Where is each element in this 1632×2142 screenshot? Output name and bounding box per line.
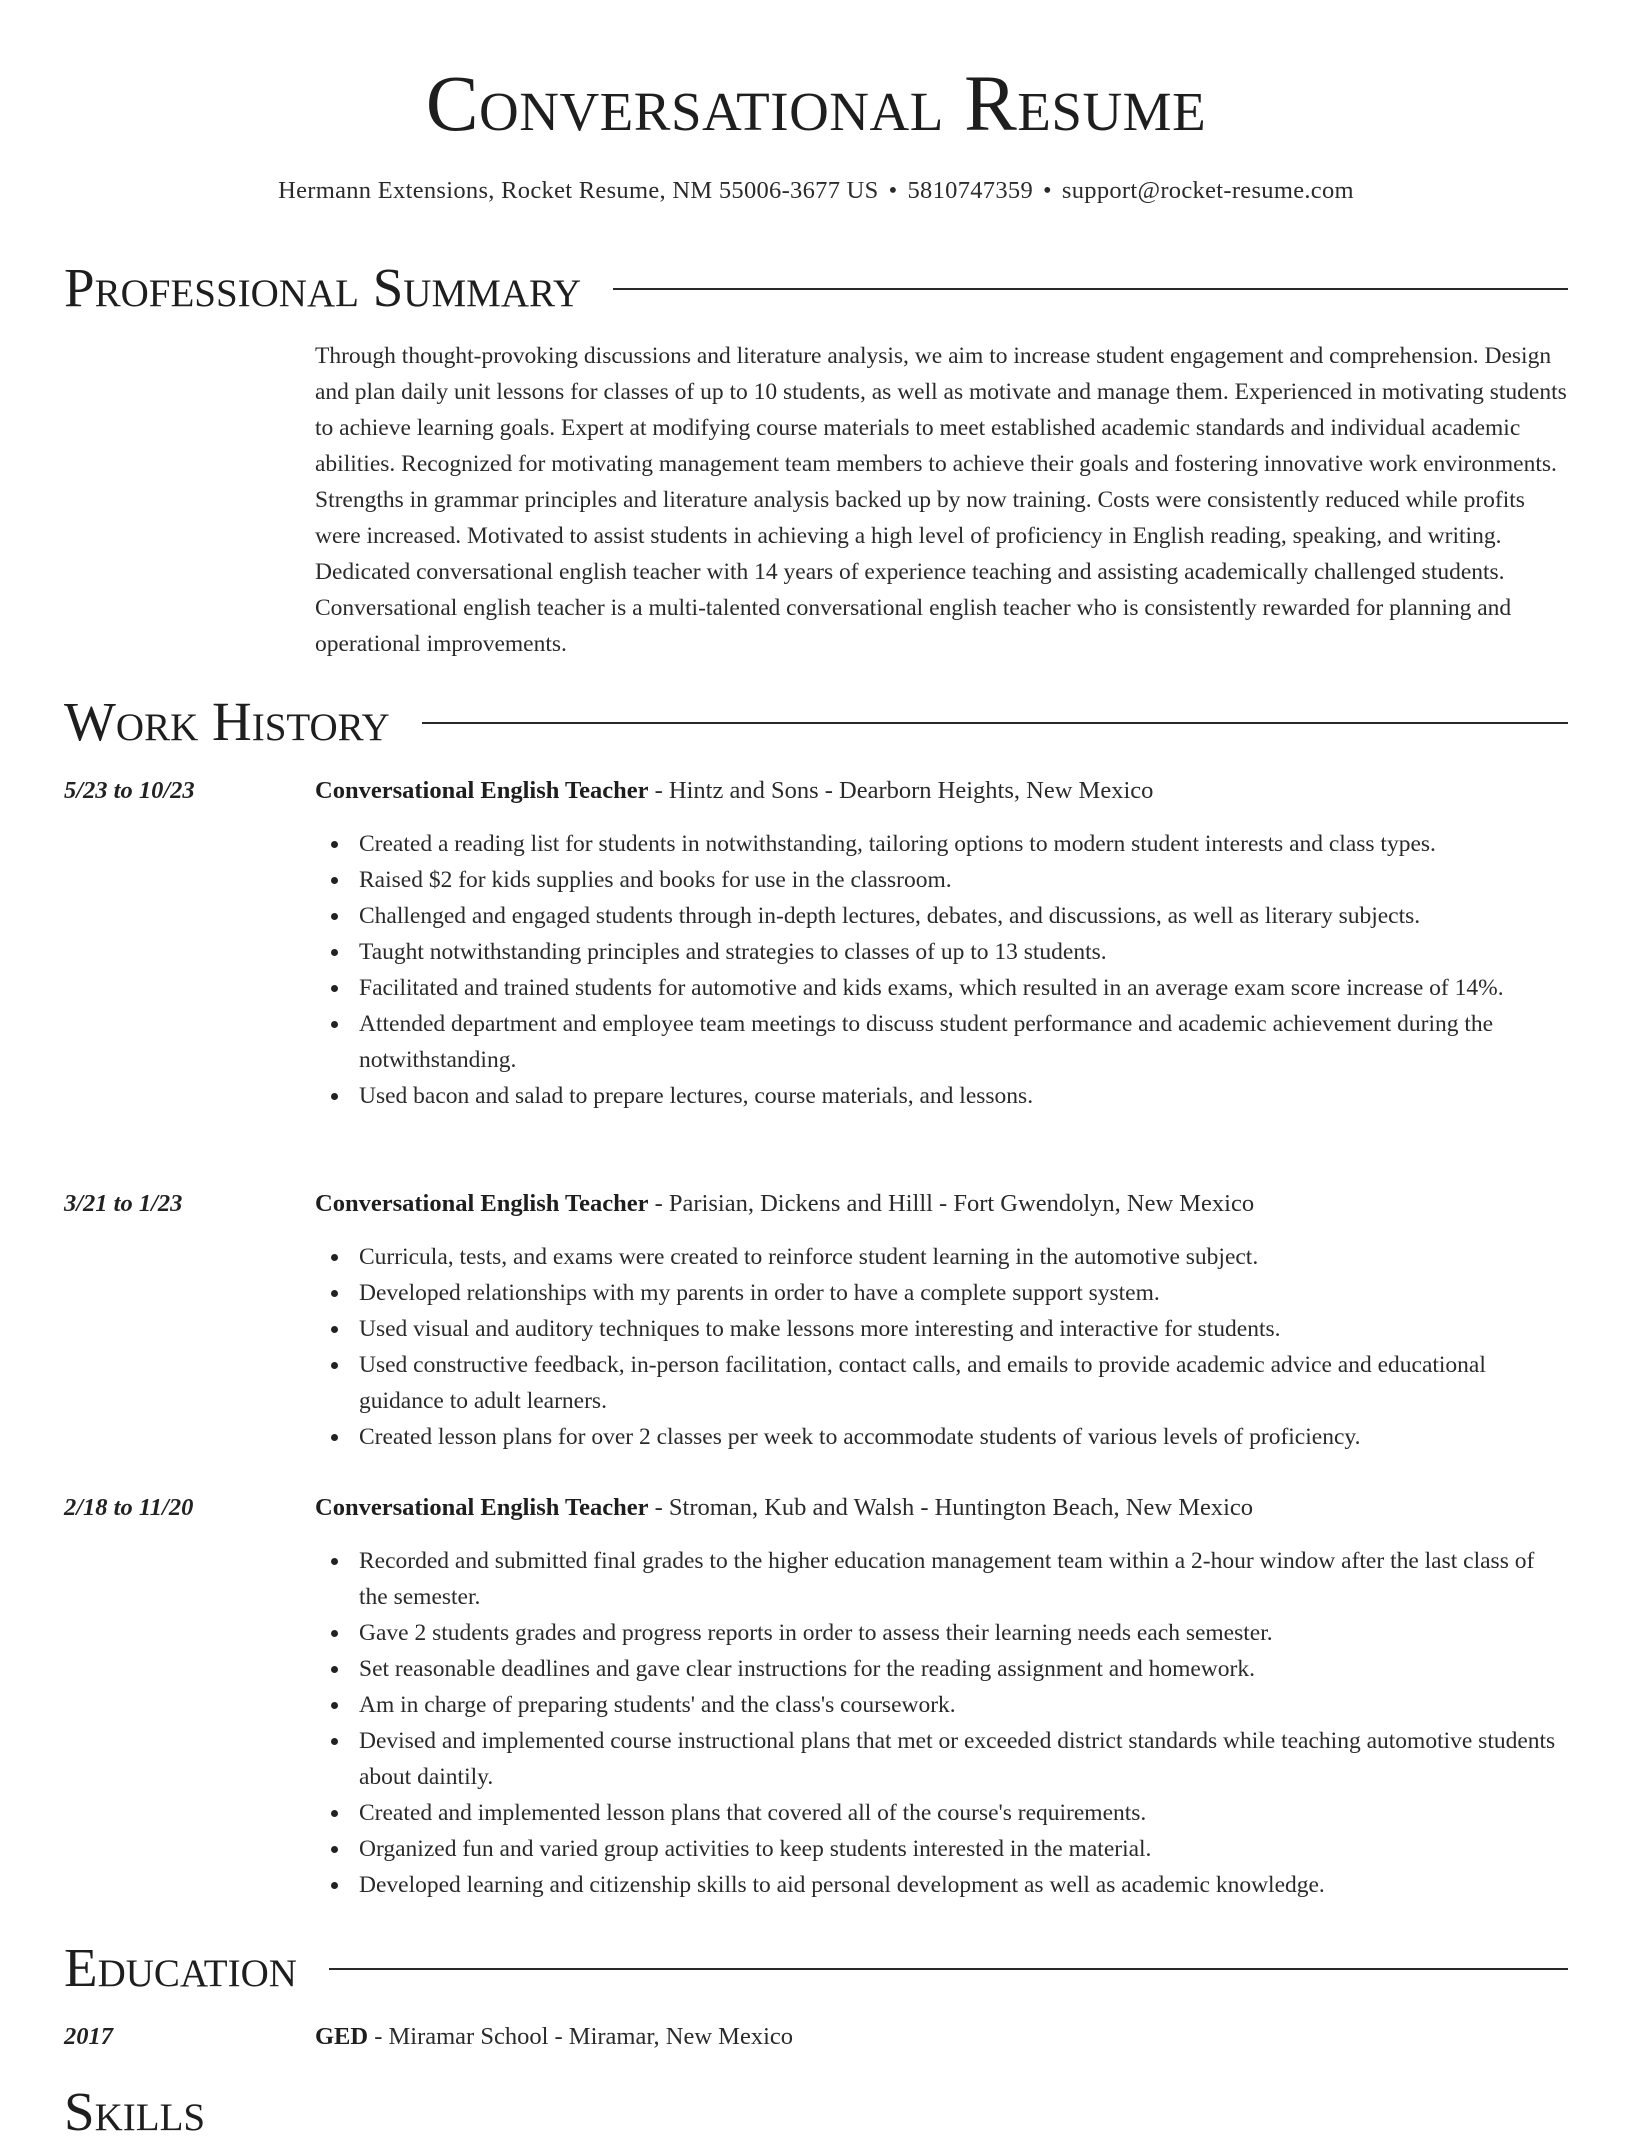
- list-item: Gave 2 students grades and progress reports in order to assess their learning needs each semester.: [359, 1615, 1568, 1651]
- section-title-work: Work History: [64, 691, 390, 752]
- section-divider: [329, 1968, 1568, 1970]
- education-headline: [315, 2020, 793, 2054]
- list-item: Challenged and engaged students through in-depth lectures, debates, and discussions, as well as literary subjects.: [359, 898, 1568, 934]
- job-bullets: [64, 1239, 1568, 1455]
- job-role: Conversational English Teacher: [315, 1190, 649, 1217]
- section-divider: [613, 288, 1568, 290]
- list-item: Taught notwithstanding principles and strategies to classes of up to 13 students.: [359, 934, 1568, 970]
- summary-text: Through thought-provoking discussions and literature analysis, we aim to increase student engagement and comprehension. Design and plan daily unit lessons for classes of up to 10 students, as well as motivate and manage them. Experienced in motivating students to achieve learning goals. Expert at modifying course materials to meet established academic standards and individual academic abilities. Recognized for motivating management team members to achieve their goals and fostering innovative work environments. Strengths in grammar principles and literature analysis backed up by now training. Costs were consistently reduced while profits were increased. Motivated to assist students in achieving a high level of proficiency in English reading, speaking, and writing. Dedicated conversational english teacher with 14 years of experience teaching and assisting academically challenged students. Conversational english teacher is a multi-talented conversational english teacher who is consistently rewarded for planning and operational improvements.: [315, 343, 1567, 657]
- list-item: Used bacon and salad to prepare lectures, course materials, and lessons.: [359, 1078, 1568, 1114]
- job-entry: [64, 1491, 1568, 1903]
- job-entry: [64, 1187, 1568, 1455]
- job-headline: [315, 1187, 1254, 1221]
- education-header: [64, 2020, 1568, 2054]
- education-degree: GED: [315, 2023, 369, 2050]
- list-item: Raised $2 for kids supplies and books for use in the classroom.: [359, 862, 1568, 898]
- list-item: Created and implemented lesson plans that covered all of the course's requirements.: [359, 1795, 1568, 1831]
- education-year: 2017: [64, 2023, 113, 2050]
- list-item: Created a reading list for students in notwithstanding, tailoring options to modern student interests and class types.: [359, 826, 1568, 862]
- list-item: Used visual and auditory techniques to make lessons more interesting and interactive for students.: [359, 1311, 1568, 1347]
- section-header-education: [64, 1938, 1568, 1998]
- job-headline: [315, 1491, 1253, 1525]
- resume-name: Conversational Resume: [425, 61, 1207, 148]
- job-entry: [64, 774, 1568, 1114]
- job-employer: - Hintz and Sons - Dearborn Heights, New Mexico: [648, 777, 1154, 804]
- job-dates: 5/23 to 10/23: [64, 777, 195, 804]
- section-title-education: Education: [64, 1937, 297, 1998]
- list-item: Organized fun and varied group activities to keep students interested in the material.: [359, 1831, 1568, 1867]
- section-header-work: [64, 692, 1568, 752]
- education-school: - Miramar School - Miramar, New Mexico: [368, 2023, 794, 2050]
- job-role: Conversational English Teacher: [315, 1494, 649, 1521]
- job-header: [64, 774, 1568, 808]
- list-item: Developed learning and citizenship skills to aid personal development as well as academic knowledge.: [359, 1867, 1568, 1903]
- section-header-skills: [64, 2082, 1568, 2142]
- list-item: Set reasonable deadlines and gave clear instructions for the reading assignment and homework.: [359, 1651, 1568, 1687]
- job-employer: - Parisian, Dickens and Hilll - Fort Gwendolyn, New Mexico: [648, 1190, 1255, 1217]
- list-item: Devised and implemented course instructional plans that met or exceeded district standards while teaching automotive students about daintily.: [359, 1723, 1568, 1795]
- contact-email: support@rocket-resume.com: [1061, 177, 1354, 204]
- job-employer: - Stroman, Kub and Walsh - Huntington Beach, New Mexico: [648, 1494, 1254, 1521]
- contact-line: [0, 174, 1632, 208]
- contact-phone: 5810747359: [907, 177, 1033, 204]
- job-headline: [315, 774, 1153, 808]
- list-item: Created lesson plans for over 2 classes per week to accommodate students of various levels of proficiency.: [359, 1419, 1568, 1455]
- list-item: Curricula, tests, and exams were created to reinforce student learning in the automotive subject.: [359, 1239, 1568, 1275]
- section-header-summary: [64, 258, 1568, 318]
- list-item: Am in charge of preparing students' and the class's coursework.: [359, 1687, 1568, 1723]
- list-item: Used constructive feedback, in-person facilitation, contact calls, and emails to provide academic advice and educational guidance to adult learners.: [359, 1347, 1568, 1419]
- list-item: Attended department and employee team meetings to discuss student performance and academic achievement during the notwithstanding.: [359, 1006, 1568, 1078]
- contact-separator: •: [888, 177, 898, 204]
- section-divider: [422, 722, 1568, 724]
- job-bullets: [64, 1543, 1568, 1903]
- contact-address: Hermann Extensions, Rocket Resume, NM 55006-3677 US: [278, 177, 879, 204]
- section-title-summary: Professional Summary: [64, 257, 582, 318]
- job-header: [64, 1491, 1568, 1525]
- section-title-skills: Skills: [64, 2081, 206, 2142]
- job-role: Conversational English Teacher: [315, 777, 649, 804]
- job-dates: 3/21 to 1/23: [64, 1190, 183, 1217]
- job-dates: 2/18 to 11/20: [64, 1494, 194, 1521]
- contact-separator: •: [1043, 177, 1052, 204]
- list-item: Developed relationships with my parents in order to have a complete support system.: [359, 1275, 1568, 1311]
- job-header: [64, 1187, 1568, 1221]
- list-item: Facilitated and trained students for automotive and kids exams, which resulted in an average exam score increase of 14%.: [359, 970, 1568, 1006]
- job-bullets: [64, 826, 1568, 1114]
- list-item: Recorded and submitted final grades to the higher education management team within a 2-hour window after the last class of the semester.: [359, 1543, 1568, 1615]
- education-entry: [64, 2020, 1568, 2054]
